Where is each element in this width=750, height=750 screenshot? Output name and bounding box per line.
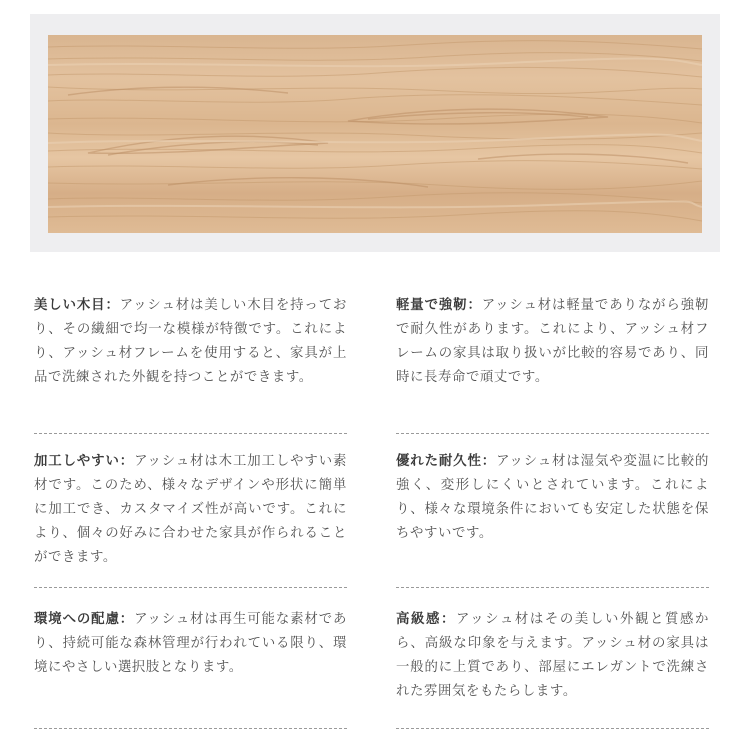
divider [34,728,347,729]
feature-beautiful-grain [34,294,347,390]
feature-title: 美しい木目： [34,298,120,313]
feature-title: 高級感： [396,612,457,627]
divider [396,587,709,588]
feature-body: アッシュ材はその美しい外観と質感から、高級な印象を与えます。アッシュ材の家具は一般的に上質であり、部屋にエレガントで洗練された雰囲気をもたらします。 [396,612,709,699]
ash-wood-grain-image [48,35,702,233]
feature-environment [34,608,347,680]
feature-luxury [396,608,709,704]
photo-frame [30,14,720,252]
feature-title: 優れた耐久性： [396,454,497,469]
feature-durability [396,450,709,546]
feature-title: 軽量で強靭： [396,298,482,313]
feature-title: 加工しやすい： [34,454,135,469]
feature-easy-to-process [34,450,347,570]
divider [34,433,347,434]
feature-title: 環境への配慮： [34,612,135,627]
feature-light-and-strong [396,294,709,390]
wood-grain-texture [48,35,702,233]
divider [396,728,709,729]
feature-body: アッシュ材は木工加工しやすい素材です。このため、様々なデザインや形状に簡単に加工でき、カスタマイズ性が高いです。これにより、個々の好みに合わせた家具が作られることができます。 [34,454,348,565]
feature-body: アッシュ材は再生可能な素材であり、持続可能な森林管理が行われている限り、環境にやさしい選択肢となります。 [34,612,348,675]
feature-body: アッシュ材は湿気や変温に比較的強く、変形しにくいとされています。これにより、様々な環境条件においても安定した状態を保ちやすいです。 [396,454,710,541]
feature-body: アッシュ材は美しい木目を持っており、その繊細で均一な模様が特徴です。これにより、アッシュ材フレームを使用すると、家具が上品で洗練された外観を持つことができます。 [34,298,347,385]
divider [396,433,709,434]
feature-body: アッシュ材は軽量でありながら強靭で耐久性があります。これにより、アッシュ材フレームの家具は取り扱いが比較的容易であり、同時に長寿命で頑丈です。 [396,298,709,385]
divider [34,587,347,588]
